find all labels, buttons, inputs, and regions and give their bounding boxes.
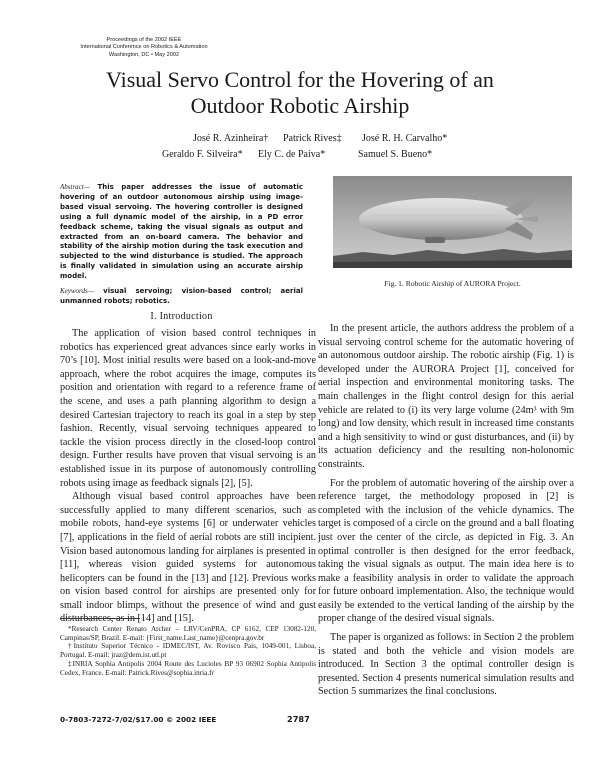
footnote-3: ‡INRIA Sophia Antipolis 2004 Route des Lucioles BP 93 06902 Sophia Antipolis Cedex, France. E-mail: Patrick.Rives@sophia.inria.fr bbox=[60, 659, 316, 677]
author-azinheira: José R. Azinheira† bbox=[193, 133, 269, 144]
airship-photo bbox=[333, 176, 572, 268]
keywords bbox=[60, 287, 303, 307]
paragraph: In the present article, the authors address the problem of a visual servoing control scheme for the automatic hovering of an autonomous outdoor airship. The robotic airship (Fig. 1) is developed under the AURORA Project [1], conceived for aerial inspection and environmental monitoring tasks. The main challenges in the flight control design for this aerial vehicle are related to (i) its very large volume (24m³ with 9m long) and low density, which result in increased time constants and a high sensitivity to wind or gust disturbances, and (ii) by its actuation deficiency and the resulting non-holonomic constraints. bbox=[318, 323, 574, 470]
footnote-1: *Research Center Renato Archer – LRV/CenPRA, CP 6162, CEP 13082-120, Campinas/SP, Brazil. E-mail: {First_name.Last_name}@cenpra.gov.br bbox=[60, 625, 316, 642]
author-paiva: Ely C. de Paiva* bbox=[258, 149, 326, 160]
keywords-label: Keywords— bbox=[60, 287, 94, 295]
title-line-2: Outdoor Robotic Airship bbox=[190, 93, 410, 118]
page-number: 2787 bbox=[287, 714, 310, 724]
proceedings-line-2: International Conference on Robotics & Automation bbox=[80, 44, 208, 51]
footnote-2: †Instituto Superior Técnico - IDMEC/IST, Av. Rovisco Pais, 1049-001, Lisboa, Portugal. E-mail: jraz@dem.ist.utl.pt bbox=[60, 642, 316, 660]
proceedings-line-3: Washington, DC • May 2002 bbox=[108, 51, 180, 58]
paragraph: The paper is organized as follows: in Section 2 the problem is stated and both the vehicle and vision models are introduced. In Section 3 the optimal controller design is presented. Section 4 presents numerical simulation results and Section 5 summarizes the final conclusions. bbox=[318, 632, 574, 698]
footnote-divider bbox=[60, 618, 140, 619]
author-silveira: Geraldo F. Silveira* bbox=[162, 149, 243, 160]
abstract-label: Abstract— bbox=[60, 183, 90, 191]
paper-title bbox=[40, 67, 560, 119]
abstract bbox=[60, 183, 303, 282]
copyright-line: 0-7803-7272-7/02/$17.00 © 2002 IEEE bbox=[60, 715, 217, 724]
paragraph: Although visual based control approaches have been successfully applied to many different scenarios, such as mobile robots, hand-eye systems [6] or underwater vehicles [7], applications in the field of aerial robots are still incipient. Vision based autonomous landing for airplanes is presented in [11], whereas vision guided systems for autonomous helicopters can be found in the [13] and [12]. Previous works on vision based control for airships are presented only for small indoor blimps, without the presence of wind and gust disturbances, as in [14] and [15]. bbox=[60, 491, 316, 625]
author-carvalho: José R. H. Carvalho* bbox=[362, 133, 448, 144]
paragraph: The application of vision based control techniques in robotics has experienced great advances since early works in 70’s [10]. Most initial results were based on a look-and-move approach, where the robot acquires the image, computes its position and orientation with regard to a reference frame of the scene, and uses a path planning algorithm to design a desired Cartesian trajectory to reach its goal in a step by step fashion. Recently, visual servoing techniques appeared to tackle the vision process directly in the closed-loop control design. Further results have proven that visual servoing is an established issue in its purpose of autonomously controlling robots using image as feedback signals [2], [5]. bbox=[60, 328, 316, 489]
keywords-text: visual servoing; vision-based control; aerial unmanned robots; robotics. bbox=[60, 287, 303, 305]
figure-caption: Fig. 1. Robotic Airship of AURORA Project. bbox=[384, 279, 521, 288]
left-column bbox=[60, 327, 316, 626]
proceedings-header bbox=[64, 37, 224, 59]
right-column bbox=[318, 322, 574, 699]
proceedings-line-1: Proceedings of the 2002 IEEE bbox=[106, 37, 182, 43]
title-line-1: Visual Servo Control for the Hovering of an bbox=[106, 67, 494, 92]
paragraph: For the problem of automatic hovering of the airship over a reference target, the methodology proposed in [2] is completed with the inclusion of the vehicle dynamics. The target is composed of a circle on the ground and a ball floating just over the center of the circle, as depicted in Fig. 3. An optimal controller is then designed for the error feedback, taking the visual signals as output. The main idea here is to make a feasibility analysis in order to validate the approach for future onboard implementation. Also, the technique would easily be extended to the vertical landing of the airship by the proper change of the desired visual signals. bbox=[318, 477, 574, 625]
section-heading: I. Introduction bbox=[150, 311, 213, 322]
author-bueno: Samuel S. Bueno* bbox=[358, 149, 433, 160]
footnotes bbox=[60, 625, 316, 677]
abstract-text: This paper addresses the issue of automatic hovering of an outdoor autonomous airship using image-based visual servoing. The hovering controller is designed using a full dynamic model of the airship, in a PD error feedback scheme, taking the visual signals as output and extracted from an on-board camera. The behavior and stability of the airship motion during the task execution and subjected to the wind disturbance is studied. The approach is finally validated in simulation using an accurate airship model. bbox=[60, 183, 304, 281]
author-rives: Patrick Rives‡ bbox=[283, 133, 342, 144]
